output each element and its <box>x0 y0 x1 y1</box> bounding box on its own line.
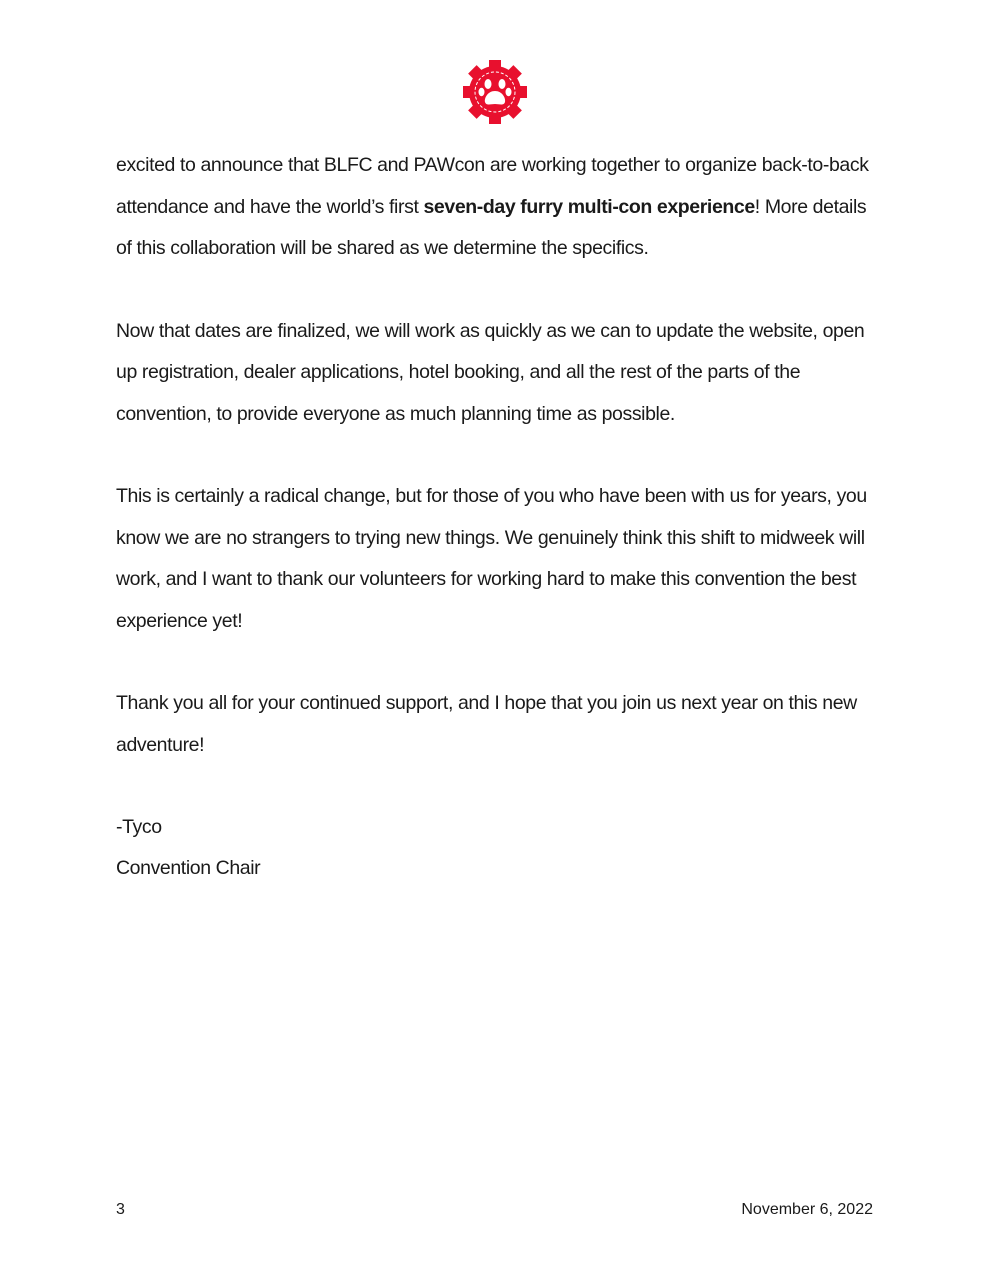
letter-body <box>116 145 886 889</box>
paragraph-dates: Now that dates are finalized, we will work as quickly as we can to update the website, open up registration, dealer applications, hotel booking, and all the rest of the parts of the convention, to provide everyone as much planning time as possible. <box>116 319 865 425</box>
signature-title: Convention Chair <box>116 857 261 879</box>
paragraph-change: This is certainly a radical change, but for those of you who have been with us for years, you know we are no strangers to trying new things. We genuinely think this shift to midweek will work, and I want to thank our volunteers for working hard to make this convention the best experience yet! <box>116 485 867 632</box>
footer-date: November 6, 2022 <box>741 1201 873 1218</box>
paw-gear-logo-icon <box>463 60 527 124</box>
signature-name: -Tyco <box>116 816 162 838</box>
bold-highlight: seven-day furry multi-con experience <box>423 195 755 218</box>
paragraph-collaboration <box>116 145 886 270</box>
text: excited to announce that BLFC and PAWcon are working together to organize back-to-back attendance and have the world’s first <box>116 154 869 218</box>
paragraph-thanks: Thank you all for your continued support, and I hope that you join us next year on this new adventure! <box>116 692 857 756</box>
page-number: 3 <box>116 1201 125 1218</box>
text: ! More details of this collaboration will be shared as we determine the specifics. <box>116 195 867 259</box>
